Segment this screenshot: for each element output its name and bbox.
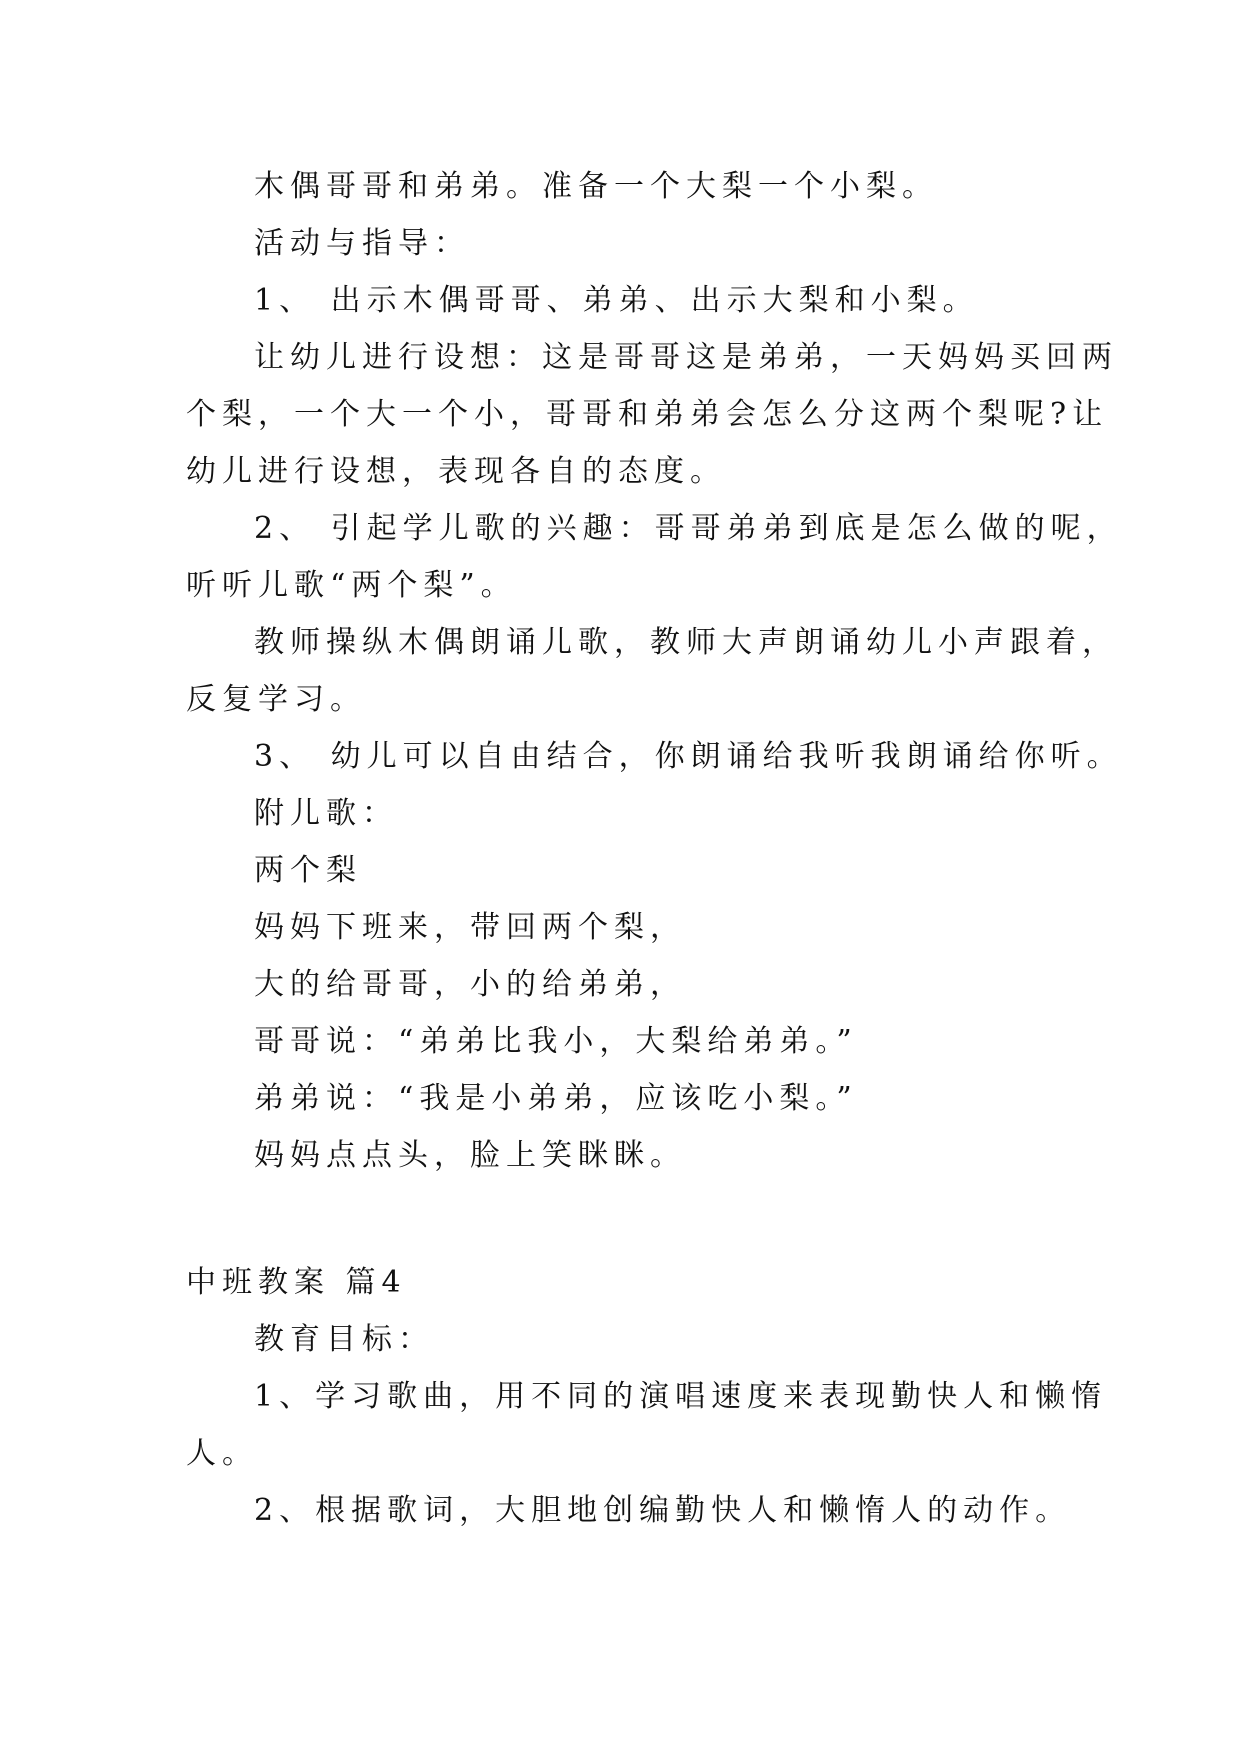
paragraph-step-2-line-2: 听听儿歌“两个梨”。 [186,568,517,603]
paragraph-teacher-line-1: 教师操纵木偶朗诵儿歌，教师大声朗诵幼儿小声跟着， [254,625,1118,660]
paragraph-step-1: 1、 出示木偶哥哥、弟弟、出示大梨和小梨。 [254,283,979,318]
paragraph-step-3: 3、 幼儿可以自由结合，你朗诵给我听我朗诵给你听。 [254,739,1123,774]
paragraph-appendix-label: 附儿歌： [254,796,398,831]
paragraph-activity-heading: 活动与指导： [254,226,470,261]
poem-line: 妈妈下班来，带回两个梨， [254,910,686,945]
poem-line: 弟弟说：“我是小弟弟，应该吃小梨。” [254,1081,858,1116]
section-heading: 中班教案 篇4 [186,1265,407,1300]
poem-line: 大的给哥哥，小的给弟弟， [254,967,686,1002]
paragraph-imagine-line-3: 幼儿进行设想，表现各自的态度。 [186,454,726,489]
poem [186,842,1066,1184]
paragraph-goals-heading: 教育目标： [254,1322,434,1357]
paragraph-materials: 木偶哥哥和弟弟。准备一个大梨一个小梨。 [254,169,938,204]
paragraph-goal-2: 2、根据歌词，大胆地创编勤快人和懒惰人的动作。 [254,1493,1072,1528]
paragraph-step-2-line-1: 2、 引起学儿歌的兴趣：哥哥弟弟到底是怎么做的呢， [254,511,1123,546]
poem-title: 两个梨 [254,853,362,888]
paragraph-imagine-line-1: 让幼儿进行设想：这是哥哥这是弟弟，一天妈妈买回两 [254,340,1118,375]
poem-line: 妈妈点点头，脸上笑眯眯。 [254,1138,686,1173]
section-spacer [186,1184,1066,1254]
poem-line: 哥哥说：“弟弟比我小，大梨给弟弟。” [254,1024,858,1059]
paragraph-goal-1-line-2: 人。 [186,1436,258,1471]
document-body [186,158,1123,1539]
paragraph-teacher-line-2: 反复学习。 [186,682,366,717]
paragraph-imagine-line-2: 个梨，一个大一个小，哥哥和弟弟会怎么分这两个梨呢?让 [186,397,1109,432]
paragraph-goal-1-line-1: 1、学习歌曲，用不同的演唱速度来表现勤快人和懒惰 [254,1379,1108,1414]
